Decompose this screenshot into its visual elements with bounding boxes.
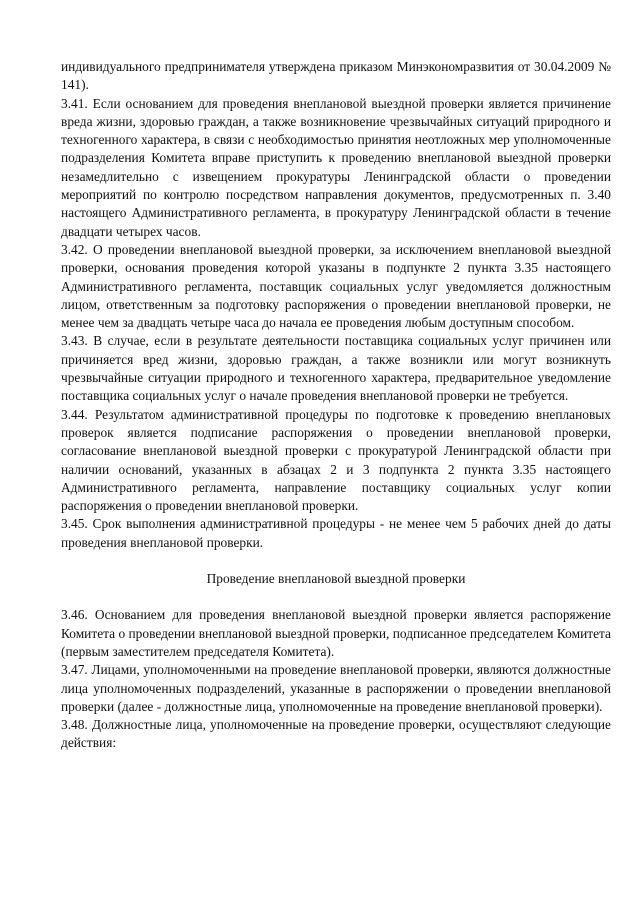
paragraph-3-42: 3.42. О проведении внеплановой выездной проверки, за исключением внеплановой выездной проверки, основания проведения которой указаны в подпункте 2 пункта 3.35 настоящего Административного регламента, поставщик социальных услуг уведомляется должностным лицом, ответственным за подготовку распоряжения о проведении внеплановой проверки, не менее чем за двадцать четыре часа до начала ее проведения любым доступным способом. [61,241,611,331]
paragraph-3-40-continuation: индивидуального предпринимателя утверждена приказом Минэкономразвития от 30.04.2009 № 141). [61,59,611,93]
paragraph-3-41: 3.41. Если основанием для проведения внеплановой выездной проверки является причинение вреда жизни, здоровью граждан, а также возникновение чрезвычайных ситуаций природного и техногенного характера, в связи с необходимостью принятия неотложных мер уполномоченные подразделения Комитета вправе приступить к проведению внеплановой выездной проверки незамедлительно с извещением прокуратуры Ленинградской области о проведении мероприятий по контролю посредством направления документов, предусмотренных п. 3.40 настоящего Административного регламента, в прокуратуру Ленинградской области в течение двадцати четырех часов. [61,95,611,239]
section-heading: Проведение внеплановой выездной проверки [206,571,466,587]
paragraph-3-46: 3.46. Основанием для проведения внеплановой выездной проверки является распоряжение Комитета о проведении внеплановой выездной проверки, подписанное председателем Комитета (первым заместителем председателя Комитета). [61,607,611,659]
paragraph-3-44: 3.44. Результатом административной процедуры по подготовке к проведению внеплановых проверок является подписание распоряжения о проведении внеплановой проверки, согласование внеплановой выездной проверки с прокуратурой Ленинградской области при наличии оснований, указанных в абзацах 2 и 3 подпункта 2 пункта 3.35 настоящего Административного регламента, направление поставщику социальных услуг копии распоряжения о проведении внеплановой проверки. [61,406,611,514]
paragraph-3-48: 3.48. Должностные лица, уполномоченные на проведение проверки, осуществляют следующие действия: [61,717,611,751]
paragraph-3-45: 3.45. Срок выполнения административной процедуры - не менее чем 5 рабочих дней до даты проведения внеплановой проверки. [61,516,611,550]
paragraph-3-47: 3.47. Лицами, уполномоченными на проведение внеплановой проверки, являются должностные лица уполномоченных подразделений, указанные в распоряжении о проведении внеплановой проверки (далее - должностные лица, уполномоченные на проведение внеплановой проверки). [61,662,611,714]
paragraph-3-43: 3.43. В случае, если в результате деятельности поставщика социальных услуг причинен или причиняется вред жизни, здоровью граждан, а также возникли или могут возникнуть чрезвычайные ситуации природного и техногенного характера, предварительное уведомление поставщика социальных услуг о начале проведения внеплановой проверки не требуется. [61,333,611,404]
document-page [61,58,611,753]
